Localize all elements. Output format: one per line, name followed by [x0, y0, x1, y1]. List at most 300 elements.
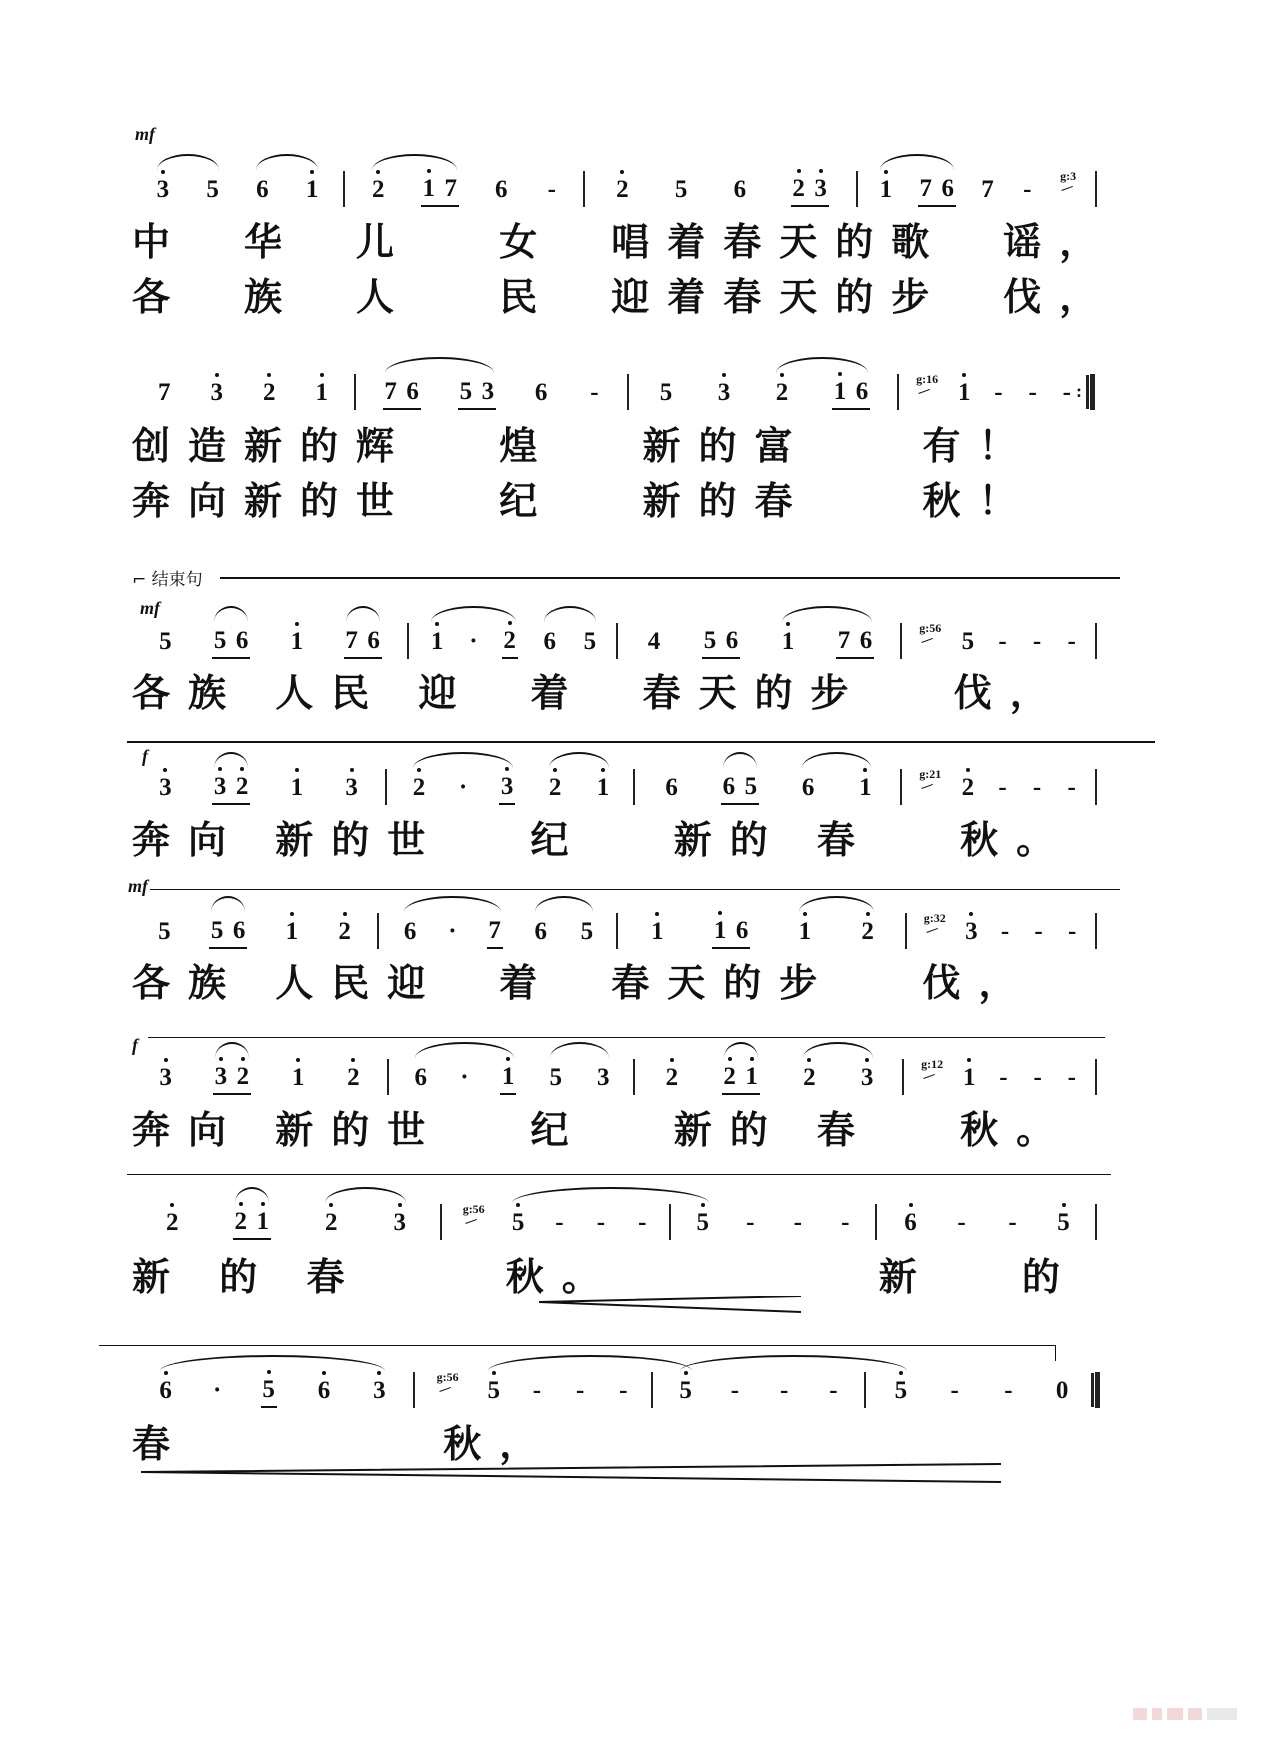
barline	[616, 913, 618, 949]
watermark-logo	[1133, 1708, 1245, 1722]
duration-dash: -	[1008, 1209, 1017, 1236]
duration-dash: -	[1062, 379, 1071, 406]
slur	[214, 752, 248, 768]
note-high-octave: 3	[214, 1062, 228, 1090]
note-high-octave: 1	[781, 628, 795, 655]
note: 5	[459, 377, 473, 405]
slur	[535, 896, 593, 912]
note-high-octave: 1	[305, 176, 319, 203]
note-high-octave: 5	[487, 1377, 501, 1404]
lyric-line: 奔向新的世 纪 新的春 秋！	[132, 479, 1035, 523]
note-high-octave: 3	[159, 774, 172, 801]
barline	[856, 171, 858, 207]
slur	[235, 1187, 269, 1203]
note-high-octave: 1	[879, 176, 893, 203]
note-high-octave: 5	[696, 1209, 709, 1236]
dynamic-marking: f	[132, 1035, 138, 1055]
duration-dash: -	[1067, 628, 1076, 655]
duration-dash: -	[779, 1377, 789, 1404]
barline	[413, 1372, 415, 1408]
note: 6	[367, 626, 380, 654]
measure	[395, 771, 627, 805]
duration-dash: -	[829, 1377, 838, 1404]
slur	[214, 606, 248, 622]
duration-dash: -	[1023, 176, 1032, 203]
note-high-octave: 1	[833, 377, 847, 405]
duration-dash: -	[1067, 1064, 1076, 1091]
duration-dash: -	[532, 1377, 542, 1404]
measure	[138, 1206, 434, 1240]
slur	[802, 752, 871, 768]
lyric-line: 奔向 新的世 纪 新的 春 秋。	[132, 818, 1073, 862]
beamed-group	[458, 377, 496, 410]
augmentation-dot: ·	[469, 628, 478, 655]
measure	[679, 1206, 869, 1240]
note: 6	[403, 918, 417, 945]
slur	[325, 1187, 406, 1203]
note-high-octave: 1	[291, 1064, 305, 1091]
duration-dash: -	[793, 1209, 802, 1236]
slur	[413, 752, 513, 768]
duration-dash: -	[998, 774, 1007, 801]
note-high-octave: 2	[325, 1209, 338, 1236]
volta-bracket-line	[99, 1345, 1056, 1346]
note-high-octave: 1	[430, 628, 444, 655]
note: 6	[725, 626, 739, 654]
note-high-octave: 1	[963, 1064, 976, 1091]
note-high-octave: 1	[422, 174, 435, 202]
measure	[138, 771, 379, 805]
slur	[544, 606, 596, 622]
note: 6	[232, 916, 246, 944]
barline	[864, 1372, 866, 1408]
slur	[550, 1042, 610, 1058]
beamed-group	[702, 626, 740, 659]
slur	[512, 1187, 709, 1203]
note: 6	[256, 176, 269, 203]
barline	[407, 623, 409, 659]
dynamic-marking: mf	[140, 598, 160, 618]
note-high-octave: 5	[679, 1377, 692, 1404]
grace-notes: g:56	[919, 621, 942, 635]
slur	[724, 1042, 758, 1058]
barline	[1095, 1059, 1097, 1095]
note-high-octave: 2	[263, 379, 276, 406]
barline	[651, 1372, 653, 1408]
barline	[902, 1059, 904, 1095]
note: 7	[384, 377, 397, 405]
grace-notes: g:16	[916, 372, 939, 386]
duration-dash: -	[730, 1377, 740, 1404]
measure	[637, 376, 891, 410]
duration-dash: -	[619, 1377, 628, 1404]
note-high-octave: 2	[503, 626, 516, 654]
note-high-octave: 3	[210, 379, 223, 406]
barline	[627, 374, 629, 410]
beamed-group	[383, 377, 421, 410]
barline	[897, 374, 899, 410]
barline	[1095, 769, 1097, 805]
note: 6	[941, 174, 954, 202]
beamed-group	[212, 626, 250, 659]
note-high-octave: 2	[338, 918, 351, 945]
note-high-octave: 2	[616, 176, 629, 203]
ending-phrase-label: 结束句	[151, 570, 203, 590]
note: 5	[659, 379, 673, 406]
note: 7	[488, 916, 501, 944]
rest: 0	[1055, 1377, 1069, 1404]
measure	[450, 1202, 663, 1240]
note-high-octave: 2	[723, 1062, 736, 1090]
note-high-octave: 1	[859, 774, 872, 801]
barline	[377, 913, 379, 949]
barline	[1095, 913, 1097, 949]
note-high-octave: 3	[860, 1064, 874, 1091]
beamed-group	[722, 1062, 760, 1095]
note: 4	[647, 628, 661, 655]
note: 5	[549, 1064, 562, 1091]
note: 6	[722, 772, 736, 800]
note: 3	[596, 1064, 610, 1091]
barline	[387, 1059, 389, 1095]
note: 5	[206, 176, 219, 203]
slur	[415, 1042, 514, 1058]
lyric-line: 新 的 春 秋。 新 的	[132, 1255, 1078, 1299]
grace-notes: g:56	[462, 1202, 485, 1216]
lyric-line: 各族 人民 迎 着 春天的步 伐，	[132, 671, 1066, 715]
duration-dash: -	[1028, 379, 1037, 406]
ending-bracket-line	[220, 577, 1120, 579]
crescendo-hairpin	[539, 1296, 803, 1316]
note-high-octave: 1	[315, 379, 328, 406]
note: 6	[414, 1064, 428, 1091]
measure	[138, 1061, 381, 1095]
measure	[626, 625, 894, 659]
section-label-ending: ⌐ 结束句	[132, 570, 203, 590]
duration-dash: -	[555, 1209, 564, 1236]
beamed-group	[712, 916, 750, 949]
beamed-group	[212, 772, 250, 805]
barline	[669, 1204, 671, 1240]
measure	[626, 915, 899, 949]
note: 5	[158, 918, 171, 945]
note-high-octave: 1	[958, 379, 971, 406]
measure	[910, 767, 1089, 805]
lyric-line: 各 族 人 民 迎着春天的步 伐，	[132, 275, 1116, 319]
note-high-octave: 1	[290, 628, 304, 655]
note-high-octave: 3	[717, 379, 731, 406]
beamed-group	[261, 1375, 277, 1408]
measure	[397, 1061, 627, 1095]
measure	[138, 625, 401, 659]
barline	[1095, 623, 1097, 659]
note-high-octave: 3	[373, 1377, 386, 1404]
beamed-group	[502, 626, 518, 659]
augmentation-dot: ·	[212, 1377, 222, 1404]
lyric-line: 各族 人民迎 着 春天的步 伐，	[132, 961, 1035, 1005]
beamed-group	[421, 174, 459, 207]
grace-notes: g:21	[919, 767, 942, 781]
divider-line	[127, 1174, 1111, 1175]
barline	[343, 171, 345, 207]
measure	[912, 1057, 1089, 1095]
barline	[385, 769, 387, 805]
volta-bracket-tick	[1055, 1345, 1056, 1361]
slur	[211, 896, 245, 912]
measure	[364, 376, 621, 410]
slur	[157, 154, 219, 170]
duration-dash: -	[957, 1209, 966, 1236]
measure	[138, 1374, 407, 1408]
note-high-octave: 1	[501, 1062, 515, 1090]
lyric-line: 春 秋，	[132, 1422, 556, 1466]
note-high-octave: 2	[236, 1062, 250, 1090]
note: 5	[744, 772, 758, 800]
note: 6	[543, 628, 557, 655]
note: 5	[580, 918, 594, 945]
beamed-group	[500, 1062, 516, 1095]
measure	[661, 1374, 858, 1408]
measure	[910, 621, 1089, 659]
measure	[874, 1374, 1089, 1408]
note-high-octave: 2	[775, 379, 789, 406]
barline	[1095, 171, 1097, 207]
note: 6	[534, 918, 548, 945]
duration-dash: -	[950, 1377, 959, 1404]
measure	[866, 169, 1089, 207]
measure	[138, 376, 348, 410]
note-high-octave: 2	[166, 1209, 179, 1236]
note: 6	[859, 626, 873, 654]
duration-dash: -	[1032, 774, 1042, 801]
note: 7	[444, 174, 457, 202]
note-high-octave: 5	[894, 1377, 908, 1404]
divider-line	[127, 741, 1155, 743]
note-high-octave: 3	[213, 772, 227, 800]
measure	[423, 1370, 645, 1408]
note-high-octave: 5	[262, 1375, 275, 1403]
barline	[900, 623, 902, 659]
measure	[138, 173, 337, 207]
note-high-octave: 6	[159, 1377, 172, 1404]
duration-dash: -	[1032, 628, 1042, 655]
note-high-octave: 2	[234, 1207, 247, 1235]
barline	[875, 1204, 877, 1240]
beamed-group	[344, 626, 382, 659]
note: 6	[534, 379, 548, 406]
duration-dash: -	[1067, 774, 1076, 801]
note-high-octave: 3	[500, 772, 514, 800]
note: 6	[495, 176, 508, 203]
note-high-octave: 1	[651, 918, 664, 945]
grace-notes: g:12	[921, 1057, 944, 1071]
slur	[799, 896, 874, 912]
note-high-octave: 2	[803, 1064, 816, 1091]
note-high-octave: 5	[511, 1209, 525, 1236]
slur	[160, 1355, 386, 1371]
barline	[905, 913, 907, 949]
lyric-line: 奔向 新的世 纪 新的 春 秋。	[132, 1108, 1073, 1152]
note-high-octave: 5	[1057, 1209, 1070, 1236]
slur	[803, 1042, 873, 1058]
note: 6	[735, 916, 749, 944]
beamed-group	[832, 377, 870, 410]
note: 7	[158, 379, 171, 406]
note: 5	[583, 628, 597, 655]
duration-dash: -	[998, 628, 1007, 655]
beamed-group	[836, 626, 874, 659]
augmentation-dot: ·	[460, 1064, 469, 1091]
measure	[915, 911, 1089, 949]
note: 6	[665, 774, 678, 801]
slur	[404, 896, 501, 912]
barline	[633, 769, 635, 805]
lyric-line: 创造新的辉 煌 新的富 有！	[132, 424, 1035, 468]
measure	[907, 372, 1084, 410]
duration-dash: -	[1004, 1377, 1013, 1404]
slur	[723, 752, 757, 768]
lyric-line: 中 华 儿 女 唱着春天的歌 谣，	[132, 220, 1116, 264]
measure	[138, 915, 371, 949]
barline	[583, 171, 585, 207]
beamed-group	[233, 1207, 271, 1240]
slur	[880, 154, 954, 170]
beamed-group	[487, 916, 503, 949]
note-high-octave: 3	[159, 1064, 172, 1091]
note: 6	[801, 774, 815, 801]
slur	[372, 154, 457, 170]
note-high-octave: 3	[814, 174, 827, 202]
measure	[387, 915, 610, 949]
measure	[643, 1061, 896, 1095]
duration-dash: -	[1033, 1064, 1042, 1091]
duration-dash: -	[547, 176, 556, 203]
grace-notes: g:56	[436, 1370, 459, 1384]
note: 5	[703, 626, 717, 654]
note-high-octave: 3	[965, 918, 978, 945]
measure	[643, 771, 894, 805]
slur	[256, 154, 318, 170]
note-high-octave: 3	[156, 176, 170, 203]
final-barline	[1095, 1372, 1100, 1408]
note-high-octave: 1	[713, 916, 727, 944]
grace-notes: g:3	[1060, 169, 1077, 183]
note-high-octave: 6	[317, 1377, 331, 1404]
grace-notes: g:32	[923, 911, 946, 925]
barline	[354, 374, 356, 410]
note: 6	[406, 377, 419, 405]
barline	[1095, 1204, 1097, 1240]
slur	[782, 606, 872, 622]
dynamic-marking: mf	[135, 124, 155, 144]
note: 3	[481, 377, 495, 405]
barline	[616, 623, 618, 659]
note-high-octave: 1	[285, 918, 299, 945]
slur	[680, 1355, 907, 1371]
slur	[346, 606, 380, 622]
note-high-octave: 2	[665, 1064, 679, 1091]
note-high-octave: 2	[412, 774, 426, 801]
beamed-group	[721, 772, 759, 805]
augmentation-dot: ·	[448, 918, 457, 945]
note: 6	[235, 626, 249, 654]
barline	[633, 1059, 635, 1095]
augmentation-dot: ·	[458, 774, 468, 801]
slur	[385, 357, 494, 373]
note: 5	[210, 916, 224, 944]
barline	[900, 769, 902, 805]
beamed-group	[499, 772, 515, 805]
duration-dash: -	[994, 379, 1003, 406]
note-high-octave: 2	[235, 772, 249, 800]
beamed-group	[918, 174, 956, 207]
note-high-octave: 2	[548, 774, 562, 801]
measure	[593, 173, 850, 207]
divider-line	[148, 1037, 1105, 1038]
repeat-dots: :	[1076, 381, 1082, 401]
slur	[549, 752, 609, 768]
measure	[353, 173, 577, 207]
measure	[885, 1206, 1089, 1240]
beamed-group	[209, 916, 247, 949]
repeat-barline	[1090, 374, 1095, 410]
note-high-octave: 3	[345, 774, 358, 801]
note-high-octave: 2	[792, 174, 805, 202]
measure	[417, 625, 610, 659]
note-high-octave: 1	[745, 1062, 758, 1090]
note: 6	[855, 377, 869, 405]
divider-line	[150, 889, 1120, 890]
duration-dash: -	[746, 1209, 755, 1236]
dynamic-marking: f	[142, 746, 148, 766]
note-high-octave: 2	[961, 774, 975, 801]
note: 5	[159, 628, 172, 655]
note: 5	[961, 628, 975, 655]
duration-dash: -	[575, 1377, 585, 1404]
note: 7	[981, 176, 994, 203]
duration-dash: -	[1034, 918, 1043, 945]
beamed-group	[213, 1062, 251, 1095]
note-high-octave: 2	[861, 918, 874, 945]
slur	[776, 357, 868, 373]
duration-dash: -	[638, 1209, 647, 1236]
beamed-group	[791, 174, 829, 207]
note-high-octave: 2	[347, 1064, 360, 1091]
note: 7	[837, 626, 851, 654]
duration-dash: -	[1068, 918, 1077, 945]
slur	[215, 1042, 249, 1058]
note-high-octave: 1	[798, 918, 812, 945]
duration-dash: -	[999, 1064, 1008, 1091]
duration-dash: -	[841, 1209, 850, 1236]
dynamic-marking: mf	[128, 876, 148, 896]
note-high-octave: 3	[393, 1209, 406, 1236]
note: 6	[733, 176, 747, 203]
note: 5	[213, 626, 227, 654]
note-high-octave: 1	[290, 774, 304, 801]
note-high-octave: 2	[372, 176, 385, 203]
slur	[431, 606, 516, 622]
note: 7	[345, 626, 358, 654]
note: 7	[919, 174, 932, 202]
note: 5	[674, 176, 688, 203]
duration-dash: -	[1000, 918, 1010, 945]
duration-dash: -	[590, 379, 599, 406]
note-high-octave: 6	[904, 1209, 917, 1236]
barline	[440, 1204, 442, 1240]
slur	[488, 1355, 692, 1371]
duration-dash: -	[596, 1209, 606, 1236]
